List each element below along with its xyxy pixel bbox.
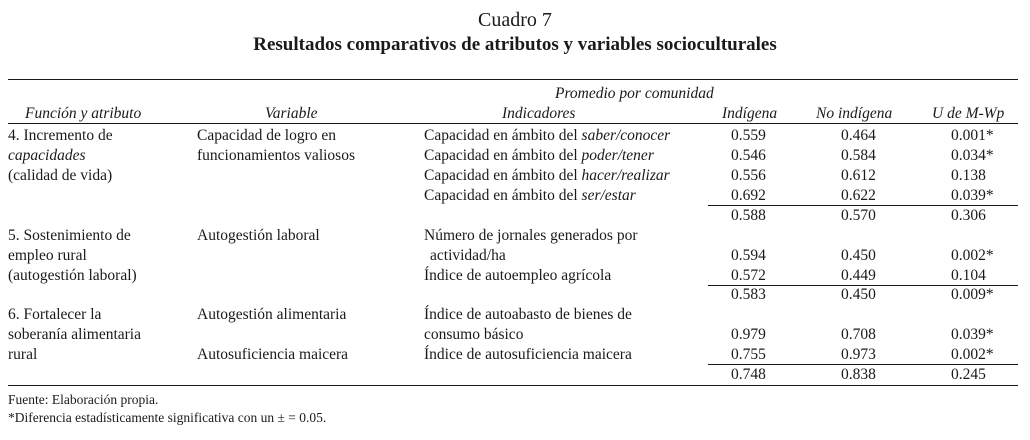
s3-var-2: Autosuficiencia maicera	[197, 346, 349, 363]
s2-func-1: 5. Sostenimiento de	[8, 227, 131, 244]
s3-sum-no-indigena: 0.838	[841, 366, 876, 383]
top-rule	[8, 79, 1018, 80]
header-variable: Variable	[265, 105, 318, 122]
s1-ind-val-2: 0.546	[731, 147, 766, 164]
s3-ind-val-2: 0.755	[731, 346, 766, 363]
s2-var: Autogestión laboral	[197, 227, 320, 244]
header-indigena: Indígena	[722, 105, 778, 122]
s1-mwp-val-3: 0.138	[951, 167, 986, 184]
s1-noind-val-1: 0.464	[841, 127, 876, 144]
s3-sum-indigena: 0.748	[731, 366, 766, 383]
footer-source: Fuente: Elaboración propia.	[8, 392, 159, 407]
s1-noind-val-4: 0.622	[841, 187, 876, 204]
table-title: Resultados comparativos de atributos y variables socioculturales	[253, 34, 777, 55]
s1-sum-no-indigena: 0.570	[841, 207, 876, 224]
s1-func-1: 4. Incremento de	[8, 127, 113, 144]
s1-mwp-val-4: 0.039*	[951, 187, 994, 204]
s2-mwp-val-1: 0.002*	[951, 247, 994, 264]
s1-func-3: (calidad de vida)	[8, 167, 113, 184]
s2-ind-val-2: 0.572	[731, 267, 766, 284]
s3-func-2: soberanía alimentaria	[8, 326, 141, 343]
s1-mwp-val-1: 0.001*	[951, 127, 994, 144]
s3-ind-val-1: 0.979	[731, 326, 766, 343]
s2-ind-1b: actividad/ha	[430, 247, 506, 264]
s3-mwp-val-1: 0.039*	[951, 326, 994, 343]
s1-func-2: capacidades	[8, 147, 86, 164]
s2-ind-2: Índice de autoempleo agrícola	[424, 267, 612, 284]
s1-noind-val-3: 0.612	[841, 167, 876, 184]
s1-var-1: Capacidad de logro en	[197, 127, 337, 144]
header-group: Promedio por comunidad	[555, 85, 714, 102]
s2-noind-val-2: 0.449	[841, 267, 876, 284]
s2-sum-indigena: 0.583	[731, 286, 766, 303]
s3-noind-val-2: 0.973	[841, 346, 876, 363]
header-indicadores: Indicadores	[502, 105, 576, 122]
s2-ind-val-1: 0.594	[731, 247, 766, 264]
s2-noind-val-1: 0.450	[841, 247, 876, 264]
s3-ind-1a: Índice de autoabasto de bienes de	[424, 306, 632, 323]
s2-ind-1a: Número de jornales generados por	[424, 227, 638, 244]
s3-var-1: Autogestión alimentaria	[197, 306, 347, 323]
s3-mwp-val-2: 0.002*	[951, 346, 994, 363]
s1-ind-val-3: 0.556	[731, 167, 766, 184]
s2-sum-mwp: 0.009*	[951, 286, 994, 303]
footer-note: *Diferencia estadísticamente significativa con un ± = 0.05.	[8, 410, 327, 425]
s3-noind-val-1: 0.708	[841, 326, 876, 343]
s1-ind-1: Capacidad en ámbito del saber/conocer	[424, 127, 671, 144]
s1-ind-val-1: 0.559	[731, 127, 766, 144]
s1-ind-val-4: 0.692	[731, 187, 766, 204]
s2-mwp-val-2: 0.104	[951, 267, 986, 284]
s2-func-3: (autogestión laboral)	[8, 267, 137, 284]
s1-noind-val-2: 0.584	[841, 147, 876, 164]
s1-mwp-val-2: 0.034*	[951, 147, 994, 164]
s3-func-1: 6. Fortalecer la	[8, 306, 102, 323]
s2-sum-no-indigena: 0.450	[841, 286, 876, 303]
s1-ind-3: Capacidad en ámbito del hacer/realizar	[424, 167, 670, 184]
bottom-rule	[8, 385, 1018, 386]
s3-ind-1b: consumo básico	[424, 326, 524, 343]
header-mwp: U de M-Wp	[932, 105, 1005, 122]
table-number: Cuadro 7	[478, 9, 552, 31]
s1-var-2: funcionamientos valiosos	[197, 147, 355, 164]
s1-ind-4: Capacidad en ámbito del ser/estar	[424, 187, 636, 204]
header-funcion: Función y atributo	[25, 105, 142, 122]
s1-sum-mwp: 0.306	[951, 207, 986, 224]
s3-func-3: rural	[8, 346, 38, 363]
s2-func-2: empleo rural	[8, 247, 87, 264]
s1-sum-indigena: 0.588	[731, 207, 766, 224]
s1-ind-2: Capacidad en ámbito del poder/tener	[424, 147, 654, 164]
header-no-indigena: No indígena	[816, 105, 893, 122]
header-rule	[8, 123, 1018, 124]
s3-sum-mwp: 0.245	[951, 366, 986, 383]
s3-ind-2: Índice de autosuficiencia maicera	[424, 346, 632, 363]
